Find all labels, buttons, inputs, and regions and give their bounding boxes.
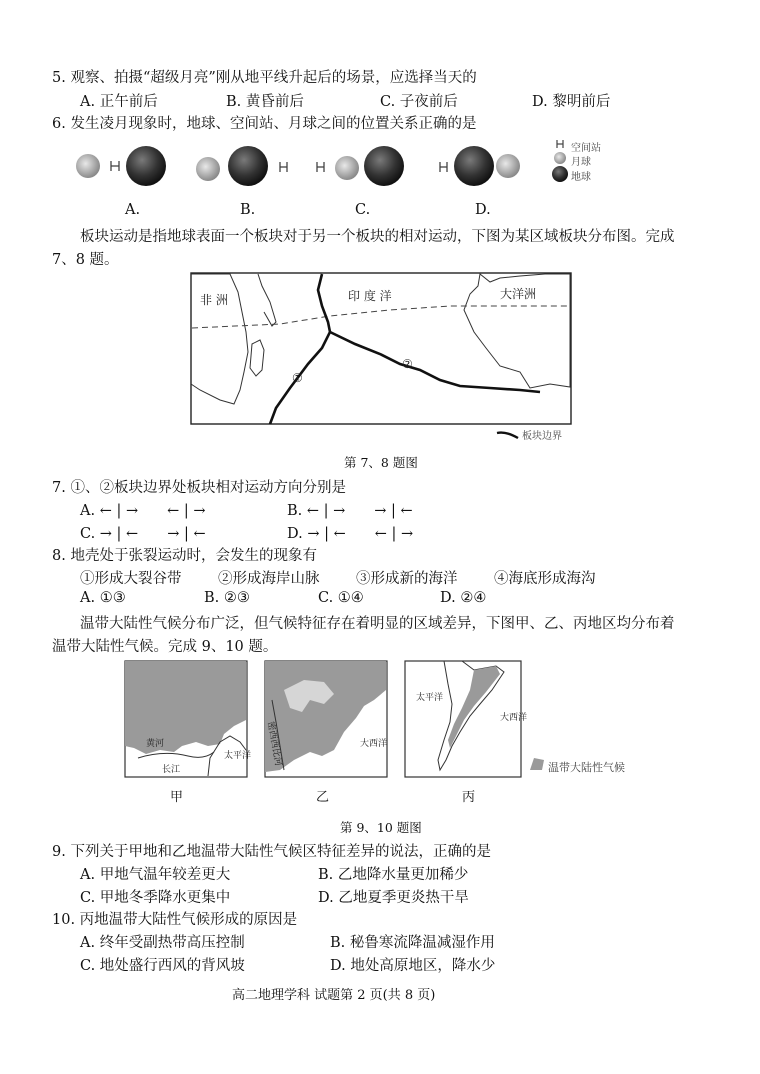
earth-icon — [126, 146, 166, 186]
moon-icon — [76, 154, 100, 178]
q6-option-b: B. — [240, 202, 256, 218]
label-oceania: 大洋洲 — [500, 287, 537, 301]
q8-option-c: C. ①④ — [318, 590, 364, 606]
plate-boundary-legend-icon — [496, 430, 520, 440]
station-icon — [557, 140, 563, 148]
q8-option-d: D. ②④ — [440, 590, 487, 606]
q10-option-b: B. 秘鲁寒流降温减湿作用 — [330, 935, 495, 951]
legend-earth-label: 地球 — [571, 172, 591, 183]
label-atlantic-bing: 大西洋 — [500, 713, 528, 723]
climate-legend: 温带大陆性气候 — [548, 761, 625, 774]
station-icon — [280, 162, 287, 172]
q10-option-c: C. 地处盛行西风的背风坡 — [80, 958, 245, 974]
earth-icon — [454, 146, 494, 186]
map-yi — [264, 660, 388, 778]
plate-map — [190, 272, 572, 426]
q6-diagrams — [70, 136, 610, 198]
diagram-a — [76, 146, 166, 186]
q8-item-1: ①形成大裂谷带 — [80, 571, 182, 587]
q10-option-d: D. 地处高原地区，降水少 — [330, 958, 496, 974]
q8-item-4: ④海底形成海沟 — [494, 571, 596, 587]
label-africa: 非 洲 — [200, 293, 228, 307]
q7-option-d: D. → | ← ← | → — [287, 526, 414, 542]
q8-option-b: B. ②③ — [204, 590, 250, 606]
label-pacific-jia: 太平洋 — [224, 751, 252, 761]
climate-legend-icon — [528, 756, 546, 772]
plate-boundary-legend: 板块边界 — [522, 431, 562, 442]
q5-option-a: A. 正午前后 — [80, 94, 158, 110]
q8-item-2: ②形成海岸山脉 — [218, 571, 320, 587]
q7-option-a: A. ← | → ← | → — [80, 503, 206, 519]
q10-stem: 10. 丙地温带大陆性气候形成的原因是 — [52, 912, 298, 928]
station-icon — [440, 162, 447, 172]
earth-icon — [552, 166, 568, 182]
earth-icon — [364, 146, 404, 186]
q6-option-d: D. — [475, 202, 491, 218]
map-yi-name: 乙 — [316, 790, 330, 805]
label-pacific-bing: 太平洋 — [416, 693, 444, 703]
q6-option-c: C. — [355, 202, 371, 218]
map-bing-name: 丙 — [462, 790, 476, 805]
q5-stem: 5. 观察、拍摄“超级月亮”刚从地平线升起后的场景，应选择当天的 — [52, 70, 477, 86]
map-jia-name: 甲 — [170, 790, 184, 805]
diagram-b — [196, 146, 287, 186]
q10-option-a: A. 终年受副热带高压控制 — [80, 935, 245, 951]
q7-option-c: C. → | ← → | ← — [80, 526, 206, 542]
station-icon — [111, 161, 119, 171]
label-mississippi: 密西西比河 — [265, 720, 283, 767]
q6-legend — [552, 140, 568, 182]
intro78-line1: 板块运动是指地球表面一个板块对于另一个板块的相对运动，下图为某区域板块分布图。完成 — [80, 229, 675, 245]
q5-option-d: D. 黎明前后 — [532, 94, 611, 110]
q5-option-c: C. 子夜前后 — [380, 94, 458, 110]
q8-stem: 8. 地壳处于张裂运动时，会发生的现象有 — [52, 548, 317, 564]
legend-station-label: 空间站 — [571, 143, 601, 154]
q9-option-b: B. 乙地降水量更加稀少 — [318, 867, 469, 883]
q6-option-a: A. — [125, 202, 141, 218]
diagram-d — [440, 146, 520, 186]
q7-option-b: B. ← | → → | ← — [287, 503, 413, 519]
q9-option-a: A. 甲地气温年较差更大 — [80, 867, 231, 883]
label-huanghe: 黄河 — [146, 739, 165, 749]
moon-icon — [196, 157, 220, 181]
legend-moon-label: 月球 — [571, 157, 591, 168]
q6-stem: 6. 发生凌月现象时，地球、空间站、月球之间的位置关系正确的是 — [52, 116, 477, 132]
intro910-line1: 温带大陆性气候分布广泛，但气候特征存在着明显的区域差异，下图甲、乙、丙地区均分布着 — [80, 616, 675, 632]
map78-caption: 第 7、8 题图 — [344, 455, 418, 470]
label-indian-ocean: 印 度 洋 — [348, 289, 392, 303]
q5-option-b: B. 黄昏前后 — [226, 94, 304, 110]
label-boundary-1: ① — [292, 371, 303, 385]
map-bing — [404, 660, 528, 778]
diagram-c — [317, 146, 404, 186]
moon-icon — [554, 152, 566, 164]
map-jia — [124, 660, 252, 778]
q9-option-d: D. 乙地夏季更炎热干旱 — [318, 890, 469, 906]
label-boundary-2: ② — [402, 357, 413, 371]
earth-icon — [228, 146, 268, 186]
q7-stem: 7. ①、②板块边界处板块相对运动方向分别是 — [52, 480, 346, 496]
q8-item-3: ③形成新的海洋 — [356, 571, 458, 587]
label-changjiang: 长江 — [162, 765, 181, 775]
moon-icon — [496, 154, 520, 178]
q8-option-a: A. ①③ — [80, 590, 126, 606]
label-atlantic-yi: 大西洋 — [360, 739, 388, 749]
map910-caption: 第 9、10 题图 — [340, 820, 422, 835]
station-icon — [317, 162, 324, 172]
q9-stem: 9. 下列关于甲地和乙地温带大陆性气候区特征差异的说法，正确的是 — [52, 844, 491, 860]
intro910-line2: 温带大陆性气候。完成 9、10 题。 — [52, 639, 278, 655]
intro78-line2: 7、8 题。 — [52, 252, 119, 268]
moon-icon — [335, 156, 359, 180]
page-footer: 高二地理学科 试题第 2 页(共 8 页) — [232, 988, 436, 1003]
q9-option-c: C. 甲地冬季降水更集中 — [80, 890, 231, 906]
